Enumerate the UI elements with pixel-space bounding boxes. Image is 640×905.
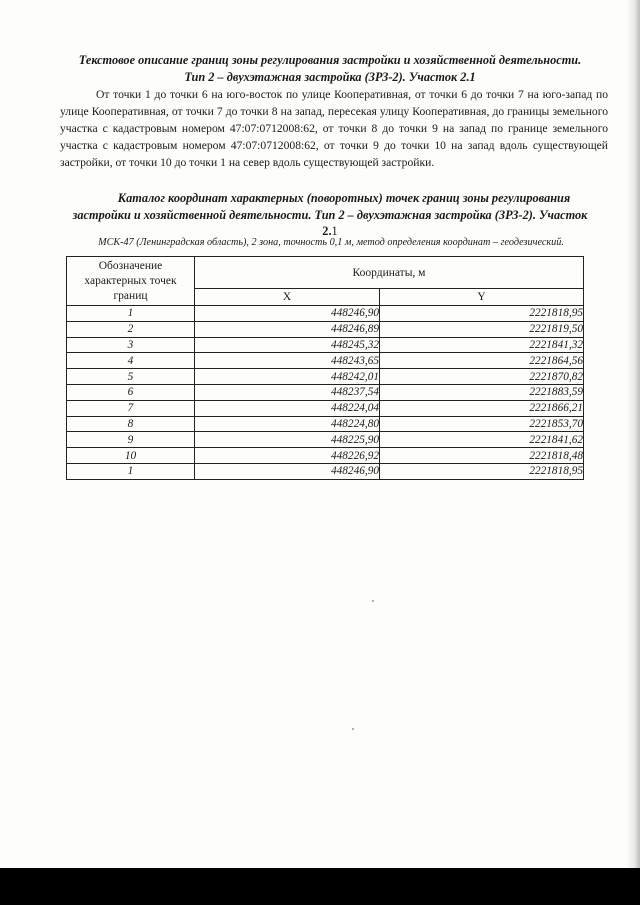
cell-x: 448246,90 — [195, 463, 380, 479]
cell-pt: 1 — [67, 306, 195, 322]
cell-y: 2221870,82 — [380, 369, 584, 385]
scan-speck — [372, 600, 374, 602]
table-row — [67, 306, 584, 322]
table-row — [67, 369, 584, 385]
cell-pt: 10 — [67, 448, 195, 464]
header-point-designation: Обозначение характерных точек границ — [67, 257, 195, 306]
cell-x: 448245,32 — [195, 337, 380, 353]
table-row — [67, 337, 584, 353]
cell-x: 448237,54 — [195, 384, 380, 400]
cell-x: 448225,90 — [195, 432, 380, 448]
header-coordinates: Координаты, м — [195, 257, 584, 289]
cell-y: 2221841,62 — [380, 432, 584, 448]
cell-y: 2221818,48 — [380, 448, 584, 464]
cell-pt: 9 — [67, 432, 195, 448]
coordinates-table — [66, 256, 584, 480]
table-row — [67, 448, 584, 464]
cell-y: 2221818,95 — [380, 306, 584, 322]
section-heading-description — [50, 52, 610, 86]
header-y: Y — [380, 289, 584, 306]
cell-pt: 5 — [67, 369, 195, 385]
boundary-description-text: От точки 1 до точки 6 на юго-восток по улице Кооперативная, от точки 6 до точки 7 на юго-запад по улице Кооперативная, от точки 7 до точки 8 на запад, пересекая улицу Кооперативная, до границы земельного участка с кадастровым номером 47:07:0712008:62, от точки 8 до точки 9 на запад по границе земельного участка с кадастровым номером 47:07:0712008:62, от точки 9 до точки 10 на запад вдоль существующей застройки, от точки 10 до точки 1 на север вдоль существующей застройки. — [60, 88, 608, 169]
heading1-line1: Текстовое описание границ зоны регулирования застройки и хозяйственной деятельности. — [78, 53, 582, 67]
cell-pt: 3 — [67, 337, 195, 353]
table-row — [67, 400, 584, 416]
cell-x: 448224,80 — [195, 416, 380, 432]
cell-x: 448246,89 — [195, 321, 380, 337]
cell-x: 448243,65 — [195, 353, 380, 369]
table-row — [67, 321, 584, 337]
cell-x: 448246,90 — [195, 306, 380, 322]
cell-y: 2221818,95 — [380, 463, 584, 479]
cell-pt: 1 — [67, 463, 195, 479]
heading2-line2: застройки и хозяйственной деятельности. Тип 2 – двухэтажная застройка (ЗРЗ-2). Участок — [72, 207, 588, 222]
section-heading-catalog — [50, 190, 610, 240]
heading2-line1: Каталог координат характерных (поворотных) точек границ зоны регулирования — [117, 191, 571, 205]
heading2-line3-rest: 1 — [331, 224, 338, 238]
cell-y: 2221853,70 — [380, 416, 584, 432]
cell-y: 2221819,50 — [380, 321, 584, 337]
cell-pt: 2 — [67, 321, 195, 337]
cell-pt: 6 — [67, 384, 195, 400]
table-row — [67, 353, 584, 369]
cell-x: 448224,04 — [195, 400, 380, 416]
heading2-line3-bold: 2. — [322, 224, 332, 238]
cell-y: 2221841,32 — [380, 337, 584, 353]
boundary-description-paragraph — [60, 86, 608, 171]
scan-speck — [352, 728, 354, 730]
cell-y: 2221866,21 — [380, 400, 584, 416]
table-row — [67, 384, 584, 400]
scan-edge-shadow — [626, 0, 640, 905]
scan-bottom-border — [0, 868, 640, 905]
cell-y: 2221883,59 — [380, 384, 584, 400]
coordinate-system-note: МСК-47 (Ленинградская область), 2 зона, точность 0,1 м, метод определения координат – геодезический. — [98, 237, 564, 248]
table-row — [67, 463, 584, 479]
cell-y: 2221864,56 — [380, 353, 584, 369]
heading1-line2: Тип 2 – двухэтажная застройка (ЗРЗ-2). Участок 2.1 — [184, 70, 476, 84]
cell-pt: 7 — [67, 400, 195, 416]
table-row — [67, 416, 584, 432]
header-x: X — [195, 289, 380, 306]
cell-x: 448242,01 — [195, 369, 380, 385]
table-row — [67, 432, 584, 448]
cell-pt: 4 — [67, 353, 195, 369]
cell-x: 448226,92 — [195, 448, 380, 464]
cell-pt: 8 — [67, 416, 195, 432]
